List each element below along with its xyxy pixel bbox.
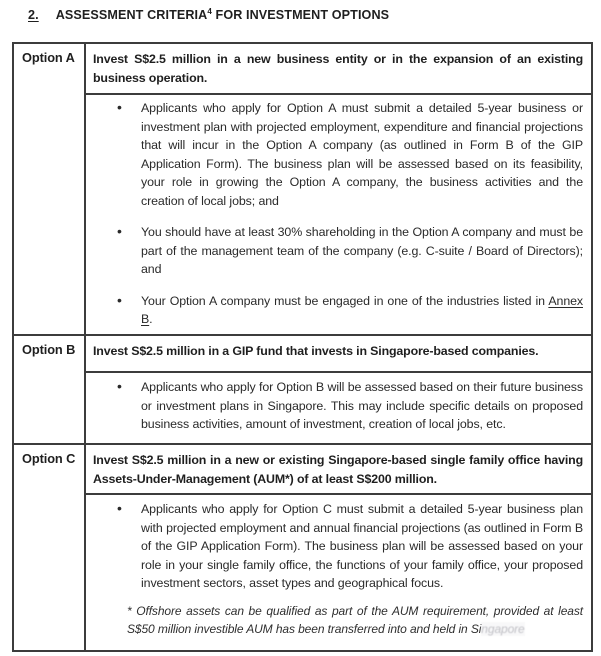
option-b-label-cell [14, 336, 86, 443]
option-a-criteria-list [86, 95, 591, 334]
option-c-bullet-1: • Applicants who apply for Option C must submit a detailed 5-year business plan with projected employment and annual financial projections (as outlined in Form B of the GIP Application Form). The business plan will be assessed based on your role in your single family office, the functions of your family office, your proposed investment sectors, asset types and geographical focus. [86, 500, 583, 593]
option-a-bullet-3: • Your Option A company must be engaged in one of the industries listed in Annex B. [86, 292, 583, 329]
option-c-description: Invest S$2.5 million in a new or existing Singapore-based single family office having Assets-Under-Management (AUM*) of at least S$200 million. [86, 445, 591, 495]
annex-b-reference: Annex B [141, 293, 583, 326]
option-c-label-cell [14, 445, 86, 650]
option-c-label: Option C [22, 451, 76, 466]
section-number: 2. [28, 8, 39, 22]
option-c-content-cell [86, 445, 591, 650]
section-title: ASSESSMENT CRITERIA$^4$ FOR INVESTMENT OPTIONS [55, 6, 390, 22]
option-c-criteria-list [86, 495, 591, 650]
aum-footnote: * Offshore assets can be qualified as part of the AUM requirement, provided at least S$50 million investible AUM has been transferred into and held in Singapore [127, 603, 583, 636]
option-a-label: Option A [22, 50, 75, 65]
option-a-content-cell [86, 44, 591, 334]
assessment-criteria-table [12, 42, 593, 652]
option-a-bullet-2: • You should have at least 30% shareholding in the Option A company and must be part of the management team of the company (e.g. C-suite / Board of Directors); and [86, 223, 583, 279]
option-b-description: Invest S$2.5 million in a GIP fund that invests in Singapore-based companies. [86, 336, 591, 373]
table-row-option-b [14, 334, 591, 443]
option-b-criteria-list [86, 373, 591, 443]
table-row-option-a [14, 44, 591, 334]
table-row-option-c [14, 443, 591, 650]
heading-footnote-superscript: 4 [207, 6, 212, 16]
section-heading [28, 8, 389, 22]
option-b-label: Option B [22, 342, 76, 357]
option-b-content-cell [86, 336, 591, 443]
option-a-label-cell [14, 44, 86, 334]
watermark-faded-text: ngapore [481, 621, 525, 636]
option-a-description: Invest S$2.5 million in a new business entity or in the expansion of an existing business operation. [86, 44, 591, 95]
option-b-bullet-1: • Applicants who apply for Option B will be assessed based on their future business or investment plans in Singapore. This may include specific details on proposed business activities, amount of investment, creation of local jobs, etc. [86, 378, 583, 434]
option-a-bullet-1: • Applicants who apply for Option A must submit a detailed 5-year business or investment plan with projected employment, expenditure and financial projections that will incur in the Option A company (as outlined in Form B of the GIP Application Form). The business plan will be assessed based on its feasibility, your role in growing the Option A company, the business activities and the creation of local jobs; and [86, 99, 583, 210]
